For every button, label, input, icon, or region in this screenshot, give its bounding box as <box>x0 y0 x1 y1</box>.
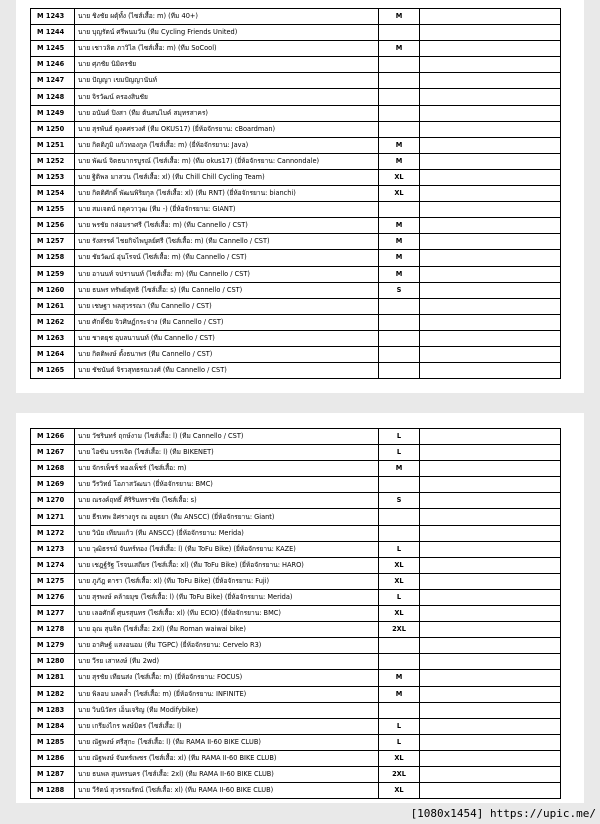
bib-number-cell: M 1274 <box>31 557 75 573</box>
table-row <box>31 266 561 282</box>
table-row <box>31 186 561 202</box>
bib-number-cell: M 1273 <box>31 541 75 557</box>
participant-name-cell: นาย วุฒิธรรม์ จันทร์ทอง (ไซส์เสื้อ: l) (ทีม ToFu Bike) (ยี่ห้อจักรยาน: KAZE) <box>75 541 379 557</box>
participant-name-cell: นาย เกรียงไกร พงษ์มิตร (ไซส์เสื้อ: l) <box>75 718 379 734</box>
bib-number-cell: M 1252 <box>31 153 75 169</box>
empty-cell <box>420 750 561 766</box>
bib-number-cell: M 1283 <box>31 702 75 718</box>
participant-name-cell: นาย พรชัย กล่อมราศรี (ไซส์เสื้อ: m) (ทีม Cannello / CST) <box>75 218 379 234</box>
empty-cell <box>420 766 561 782</box>
participant-name-cell: นาย อุณ สุนจิต (ไซส์เสื้อ: 2xl) (ทีม Roman waiwai bike) <box>75 622 379 638</box>
shirt-size-cell <box>379 105 420 121</box>
empty-cell <box>420 718 561 734</box>
bib-number-cell: M 1263 <box>31 330 75 346</box>
bib-number-cell: M 1278 <box>31 622 75 638</box>
table-row <box>31 346 561 362</box>
bib-number-cell: M 1265 <box>31 363 75 379</box>
table-row <box>31 218 561 234</box>
shirt-size-cell: S <box>379 282 420 298</box>
participant-name-cell: นาย อานนท์ จปรานนท์ (ไซส์เสื้อ: m) (ทีม Cannello / CST) <box>75 266 379 282</box>
bib-number-cell: M 1282 <box>31 686 75 702</box>
participant-name-cell: นาย ธนพล สุนทรนคร (ไซส์เสื้อ: 2xl) (ทีม RAMA II-60 BIKE CLUB) <box>75 766 379 782</box>
bib-number-cell: M 1270 <box>31 493 75 509</box>
bib-number-cell: M 1287 <box>31 766 75 782</box>
participant-name-cell: นาย ปัญญา เขมปัญญานันท์ <box>75 73 379 89</box>
shirt-size-cell <box>379 525 420 541</box>
table-row <box>31 461 561 477</box>
participant-name-cell: นาย ณัฐพงษ์ จันทร์เพชร (ไซส์เสื้อ: xl) (ทีม RAMA II-60 BIKE CLUB) <box>75 750 379 766</box>
shirt-size-cell: M <box>379 153 420 169</box>
empty-cell <box>420 234 561 250</box>
participant-name-cell: นาย ธนพร ทรัพย์สุทธิ (ไซส์เสื้อ: s) (ทีม Cannello / CST) <box>75 282 379 298</box>
table-row <box>31 137 561 153</box>
empty-cell <box>420 638 561 654</box>
participant-name-cell: นาย สุรชัย เทียนส่ง (ไซส์เสื้อ: m) (ยี่ห้อจักรยาน: FOCUS) <box>75 670 379 686</box>
shirt-size-cell <box>379 346 420 362</box>
shirt-size-cell: L <box>379 445 420 461</box>
participant-name-cell: นาย วินัย เทียนแก้ว (ทีม ANSCC) (ยี่ห้อจักรยาน: Merida) <box>75 525 379 541</box>
bib-number-cell: M 1288 <box>31 783 75 799</box>
shirt-size-cell: M <box>379 218 420 234</box>
empty-cell <box>420 573 561 589</box>
table-row <box>31 573 561 589</box>
table-row <box>31 702 561 718</box>
bib-number-cell: M 1261 <box>31 298 75 314</box>
shirt-size-cell <box>379 25 420 41</box>
participant-name-cell: นาย สมเจตน์ กตุควาวุฒ (ทีม -) (ยี่ห้อจักรยาน: GIANT) <box>75 202 379 218</box>
table-row <box>31 250 561 266</box>
bib-number-cell: M 1268 <box>31 461 75 477</box>
bib-number-cell: M 1275 <box>31 573 75 589</box>
empty-cell <box>420 477 561 493</box>
bib-number-cell: M 1271 <box>31 509 75 525</box>
participant-name-cell: นาย ชิงชัย ผดุ้ทั้ง (ไซส์เสื้อ: m) (ทีม 40+) <box>75 9 379 25</box>
table-row <box>31 445 561 461</box>
empty-cell <box>420 670 561 686</box>
shirt-size-cell: M <box>379 41 420 57</box>
table-row <box>31 557 561 573</box>
shirt-size-cell <box>379 57 420 73</box>
table-row <box>31 202 561 218</box>
bib-number-cell: M 1276 <box>31 589 75 605</box>
shirt-size-cell: M <box>379 9 420 25</box>
bib-number-cell: M 1248 <box>31 89 75 105</box>
table-row <box>31 330 561 346</box>
table-row <box>31 57 561 73</box>
table-row <box>31 105 561 121</box>
participant-name-cell: นาย วีรวิทย์ โอภาสวัฒนา (ยี่ห้อจักรยาน: BMC) <box>75 477 379 493</box>
empty-cell <box>420 41 561 57</box>
bib-number-cell: M 1255 <box>31 202 75 218</box>
shirt-size-cell: XL <box>379 783 420 799</box>
shirt-size-cell <box>379 363 420 379</box>
bib-number-cell: M 1249 <box>31 105 75 121</box>
participant-name-cell: นาย กิตติศักดิ์ พัฒนพิริยกุล (ไซส์เสื้อ: xl) (ทีม RNT) (ยี่ห้อจักรยาน: bianchi) <box>75 186 379 202</box>
bib-number-cell: M 1243 <box>31 9 75 25</box>
participant-name-cell: นาย เลอศักดิ์ ศุนรสุนทร (ไซส์เสื้อ: xl) (ทีม ECIO) (ยี่ห้อจักรยาน: BMC) <box>75 606 379 622</box>
bib-number-cell: M 1262 <box>31 314 75 330</box>
bib-number-cell: M 1281 <box>31 670 75 686</box>
bib-number-cell: M 1250 <box>31 121 75 137</box>
table-row <box>31 121 561 137</box>
shirt-size-cell <box>379 73 420 89</box>
bib-number-cell: M 1272 <box>31 525 75 541</box>
shirt-size-cell: 2XL <box>379 622 420 638</box>
shirt-size-cell <box>379 298 420 314</box>
participant-name-cell: นาย ธีรเทพ อิศรางกูร ณ อยุธยา (ทีม ANSCC) (ยี่ห้อจักรยาน: Giant) <box>75 509 379 525</box>
table-row <box>31 718 561 734</box>
bib-number-cell: M 1253 <box>31 169 75 185</box>
participant-name-cell: นาย วินนิวัตร เอ็นเจริญ (ทีม Modifybike) <box>75 702 379 718</box>
table-row <box>31 589 561 605</box>
table-row <box>31 686 561 702</box>
participant-name-cell: นาย จิรวัฒน์ ครองสินชัย <box>75 89 379 105</box>
participant-name-cell: นาย ณัฐพงษ์ ศรีสุกะ (ไซส์เสื้อ: l) (ทีม RAMA II-60 BIKE CLUB) <box>75 734 379 750</box>
table-row <box>31 734 561 750</box>
bib-number-cell: M 1266 <box>31 429 75 445</box>
shirt-size-cell <box>379 121 420 137</box>
empty-cell <box>420 525 561 541</box>
page-sheet-top <box>16 0 584 393</box>
participant-name-cell: นาย จักรเพ็ชร์ ทองเพ็ชร์ (ไซส์เสื้อ: m) <box>75 461 379 477</box>
table-row <box>31 638 561 654</box>
shirt-size-cell <box>379 330 420 346</box>
bib-number-cell: M 1267 <box>31 445 75 461</box>
participant-name-cell: นาย กิตติภูมิ แก้วทองกูล (ไซส์เสื้อ: m) (ยี่ห้อจักรยาน: Java) <box>75 137 379 153</box>
table-row <box>31 41 561 57</box>
table-row <box>31 509 561 525</box>
shirt-size-cell: L <box>379 718 420 734</box>
empty-cell <box>420 25 561 41</box>
participant-name-cell: นาย ศุภชัย นิมิตรชัย <box>75 57 379 73</box>
bib-number-cell: M 1256 <box>31 218 75 234</box>
empty-cell <box>420 105 561 121</box>
bib-number-cell: M 1264 <box>31 346 75 362</box>
participant-name-cell: นาย ศักดิ์ชัย จิวศิษฏ์กระจ่าง (ทีม Cannello / CST) <box>75 314 379 330</box>
empty-cell <box>420 783 561 799</box>
bib-number-cell: M 1259 <box>31 266 75 282</box>
bib-number-cell: M 1286 <box>31 750 75 766</box>
bib-number-cell: M 1258 <box>31 250 75 266</box>
shirt-size-cell: 2XL <box>379 766 420 782</box>
empty-cell <box>420 493 561 509</box>
shirt-size-cell: M <box>379 137 420 153</box>
participant-name-cell: นาย วีรย เสาหงษ์ (ทีม 2wd) <box>75 654 379 670</box>
table-row <box>31 783 561 799</box>
bib-number-cell: M 1254 <box>31 186 75 202</box>
shirt-size-cell <box>379 702 420 718</box>
shirt-size-cell: M <box>379 266 420 282</box>
participant-table-top <box>30 8 561 379</box>
empty-cell <box>420 89 561 105</box>
shirt-size-cell <box>379 654 420 670</box>
participant-name-cell: นาย สุรพงษ์ คล้ายมุข (ไซส์เสื้อ: l) (ทีม ToFu Bike) (ยี่ห้อจักรยาน: Merida) <box>75 589 379 605</box>
shirt-size-cell: S <box>379 493 420 509</box>
bib-number-cell: M 1244 <box>31 25 75 41</box>
participant-name-cell: นาย เชฎฐ์รัฐ โรจนเสถียร (ไซส์เสื้อ: xl) (ทีม ToFu Bike) (ยี่ห้อจักรยาน: HARO) <box>75 557 379 573</box>
bib-number-cell: M 1279 <box>31 638 75 654</box>
empty-cell <box>420 734 561 750</box>
bib-number-cell: M 1251 <box>31 137 75 153</box>
empty-cell <box>420 445 561 461</box>
table-row <box>31 89 561 105</box>
empty-cell <box>420 702 561 718</box>
bib-number-cell: M 1269 <box>31 477 75 493</box>
empty-cell <box>420 429 561 445</box>
shirt-size-cell: XL <box>379 186 420 202</box>
table-row <box>31 541 561 557</box>
empty-cell <box>420 509 561 525</box>
empty-cell <box>420 202 561 218</box>
participant-name-cell: นาย ณรงค์ฤทธิ์ ศิริรินทราชัย (ไซส์เสื้อ: s) <box>75 493 379 509</box>
table-row <box>31 654 561 670</box>
participant-name-cell: นาย รังสรรค์ ไชยกิจไพบูลย์ศรี (ไซส์เสื้อ: m) (ทีม Cannello / CST) <box>75 234 379 250</box>
table-row <box>31 622 561 638</box>
participant-name-cell: นาย พิลอบ มลคล้ำ (ไซส์เสื้อ: m) (ยี่ห้อจักรยาน: INFINITE) <box>75 686 379 702</box>
empty-cell <box>420 121 561 137</box>
shirt-size-cell: M <box>379 250 420 266</box>
table-row <box>31 750 561 766</box>
table-row <box>31 234 561 250</box>
shirt-size-cell: XL <box>379 557 420 573</box>
page-sheet-bottom <box>16 413 584 803</box>
empty-cell <box>420 153 561 169</box>
table-row <box>31 429 561 445</box>
participant-name-cell: นาย เชษฐา พลสุวรรณา (ทีม Cannello / CST) <box>75 298 379 314</box>
empty-cell <box>420 346 561 362</box>
table-row <box>31 766 561 782</box>
participant-name-cell: นาย อนันต์ ปิงสา (ทีม ต้นสนไบค์ สมุทรสาคร) <box>75 105 379 121</box>
table-row <box>31 298 561 314</box>
shirt-size-cell <box>379 89 420 105</box>
shirt-size-cell: XL <box>379 606 420 622</box>
empty-cell <box>420 654 561 670</box>
bib-number-cell: M 1257 <box>31 234 75 250</box>
shirt-size-cell <box>379 314 420 330</box>
participant-name-cell: นาย บุญรัตน์ ศรีพนมวัน (ทีม Cycling Friends United) <box>75 25 379 41</box>
shirt-size-cell <box>379 202 420 218</box>
empty-cell <box>420 266 561 282</box>
shirt-size-cell <box>379 638 420 654</box>
table-row <box>31 493 561 509</box>
empty-cell <box>420 686 561 702</box>
empty-cell <box>420 557 561 573</box>
empty-cell <box>420 363 561 379</box>
empty-cell <box>420 461 561 477</box>
empty-cell <box>420 250 561 266</box>
shirt-size-cell: L <box>379 429 420 445</box>
empty-cell <box>420 218 561 234</box>
shirt-size-cell: XL <box>379 750 420 766</box>
participant-name-cell: นาย ชาตยุช อุบลนานนท์ (ทีม Cannello / CST) <box>75 330 379 346</box>
empty-cell <box>420 73 561 89</box>
shirt-size-cell: M <box>379 234 420 250</box>
empty-cell <box>420 541 561 557</box>
shirt-size-cell: XL <box>379 169 420 185</box>
participant-name-cell: นาย ภูภัฎ ดารา (ไซส์เสื้อ: xl) (ทีม ToFu Bike) (ยี่ห้อจักรยาน: Fuji) <box>75 573 379 589</box>
bib-number-cell: M 1277 <box>31 606 75 622</box>
shirt-size-cell: M <box>379 461 420 477</box>
table-row <box>31 606 561 622</box>
participant-name-cell: นาย ชัยวัฒน์ อุ่นโรจน์ (ไซส์เสื้อ: m) (ทีม Cannello / CST) <box>75 250 379 266</box>
bib-number-cell: M 1285 <box>31 734 75 750</box>
bib-number-cell: M 1246 <box>31 57 75 73</box>
bib-number-cell: M 1247 <box>31 73 75 89</box>
empty-cell <box>420 282 561 298</box>
shirt-size-cell: XL <box>379 573 420 589</box>
participant-table-bottom <box>30 428 561 799</box>
empty-cell <box>420 314 561 330</box>
table-row <box>31 153 561 169</box>
bib-number-cell: M 1245 <box>31 41 75 57</box>
table-row <box>31 363 561 379</box>
shirt-size-cell <box>379 477 420 493</box>
participant-name-cell: นาย วัชรินทร์ ฤกษ์งาม (ไซส์เสื้อ: l) (ทีม Cannello / CST) <box>75 429 379 445</box>
empty-cell <box>420 589 561 605</box>
participant-name-cell: นาย ฐิติพล มาสวน (ไซส์เสื้อ: xl) (ทีม Chill Chill Cycling Team) <box>75 169 379 185</box>
table-row <box>31 169 561 185</box>
shirt-size-cell: M <box>379 686 420 702</box>
table-row <box>31 477 561 493</box>
table-row <box>31 525 561 541</box>
empty-cell <box>420 9 561 25</box>
table-row <box>31 670 561 686</box>
table-row <box>31 314 561 330</box>
table-row <box>31 73 561 89</box>
shirt-size-cell: L <box>379 541 420 557</box>
empty-cell <box>420 57 561 73</box>
bib-number-cell: M 1280 <box>31 654 75 670</box>
shirt-size-cell <box>379 509 420 525</box>
shirt-size-cell: L <box>379 589 420 605</box>
bib-number-cell: M 1260 <box>31 282 75 298</box>
table-row <box>31 9 561 25</box>
participant-name-cell: นาย วีรัตน์ สุวรรณรัตน์ (ไซส์เสื้อ: xl) (ทีม RAMA II-60 BIKE CLUB) <box>75 783 379 799</box>
table-row <box>31 282 561 298</box>
empty-cell <box>420 606 561 622</box>
empty-cell <box>420 137 561 153</box>
participant-name-cell: นาย ชัชนันต์ จิรวสุทธรณวงศ์ (ทีม Cannello / CST) <box>75 363 379 379</box>
participant-name-cell: นาย กิตติพงษ์ ตั้งธนาพร (ทีม Cannello / CST) <box>75 346 379 362</box>
image-size-watermark: [1080x1454] https://upic.me/ <box>410 807 596 820</box>
participant-name-cell: นาย พัฒน์ จิตธนากรบูรณ์ (ไซส์เสื้อ: m) (ทีม okus17) (ยี่ห้อจักรยาน: Cannondale) <box>75 153 379 169</box>
empty-cell <box>420 186 561 202</box>
participant-name-cell: นาย ไอซัน บรรเจิด (ไซส์เสื้อ: l) (ทีม BIKENET) <box>75 445 379 461</box>
shirt-size-cell: L <box>379 734 420 750</box>
empty-cell <box>420 169 561 185</box>
shirt-size-cell: M <box>379 670 420 686</box>
empty-cell <box>420 330 561 346</box>
empty-cell <box>420 622 561 638</box>
empty-cell <box>420 298 561 314</box>
participant-name-cell: นาย เชาวลิต ภาวิไล (ไซส์เสื้อ: m) (ทีม SoCool) <box>75 41 379 57</box>
bib-number-cell: M 1284 <box>31 718 75 734</box>
table-row <box>31 25 561 41</box>
participant-name-cell: นาย อาศิษฐ์ แสงอนอม (ทีม TGPC) (ยี่ห้อจักรยาน: Cervelo R3) <box>75 638 379 654</box>
participant-name-cell: นาย สุรพันธ์ ตุงคศรวงศ์ (ทีม OKUS17) (ยี่ห้อจักรยาน: cBoardman) <box>75 121 379 137</box>
